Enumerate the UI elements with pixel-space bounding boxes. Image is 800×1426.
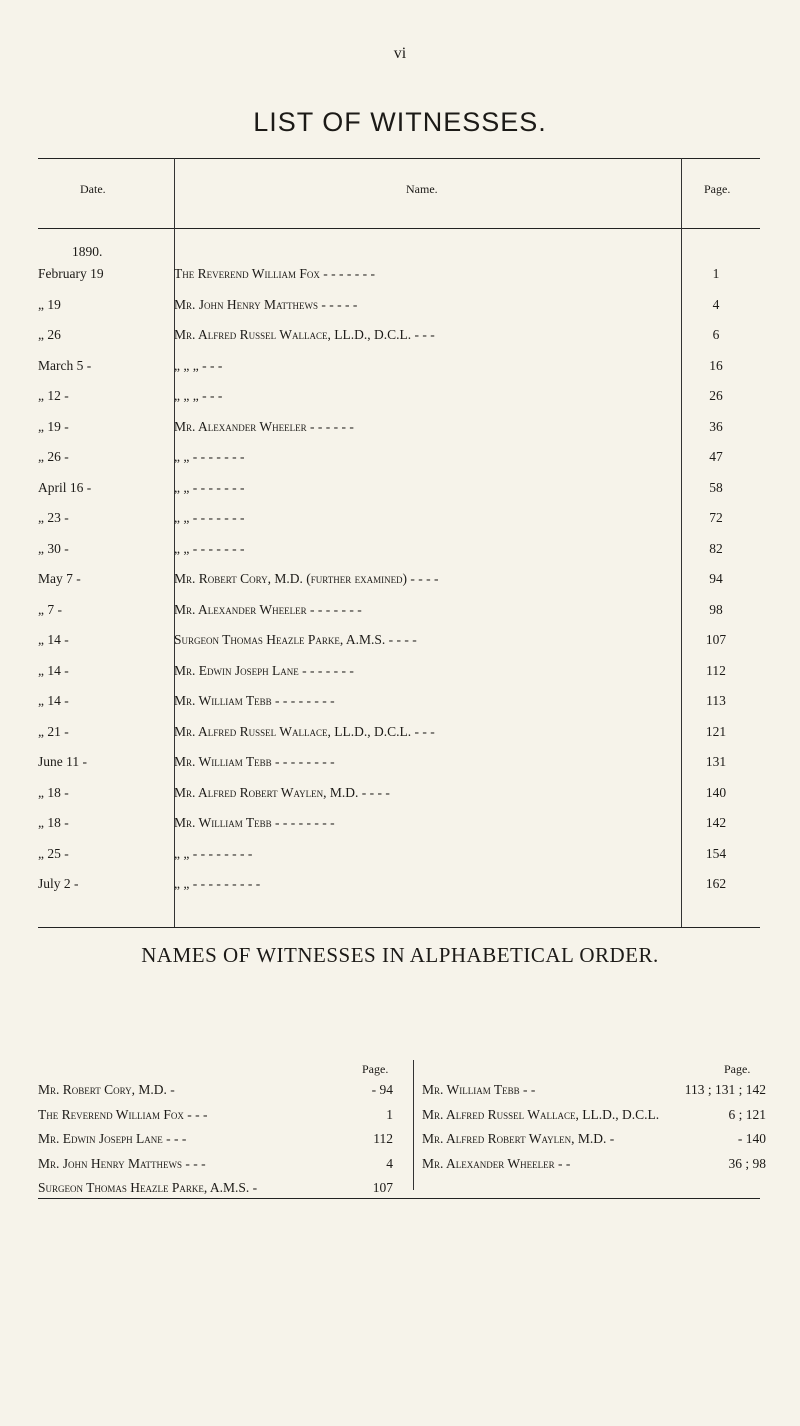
alpha-right-name: Mr. William Tebb - - bbox=[422, 1082, 536, 1097]
table-row bbox=[38, 754, 760, 784]
row-page: 1 bbox=[712, 266, 720, 281]
alpha-left-row bbox=[38, 1082, 393, 1106]
row-date: „ 30 - bbox=[38, 540, 69, 556]
row-name: Mr. William Tebb - - - - - - - - bbox=[174, 815, 335, 830]
row-name: Mr. Robert Cory, M.D. (further examined) - - - - bbox=[174, 571, 439, 586]
table-row bbox=[38, 419, 760, 449]
row-date: „ 21 - bbox=[38, 723, 69, 739]
row-page: 58 bbox=[709, 479, 723, 495]
table-row bbox=[38, 815, 760, 845]
alpha-left-row bbox=[38, 1107, 393, 1131]
alpha-left-name: The Reverend William Fox - - - bbox=[38, 1106, 208, 1122]
row-date: „ 14 - bbox=[38, 693, 69, 708]
row-date: „ 26 - bbox=[38, 449, 69, 464]
row-name: „ „ - - - - - - - bbox=[174, 449, 245, 464]
alpha-left-name: Surgeon Thomas Heazle Parke, A.M.S. - bbox=[38, 1180, 258, 1195]
table-row bbox=[38, 358, 760, 388]
alpha-left-page: 1 bbox=[386, 1106, 393, 1122]
table-row bbox=[38, 693, 760, 723]
alpha-right-page: 113 ; 131 ; 142 bbox=[684, 1082, 766, 1097]
row-date: „ 26 bbox=[38, 327, 61, 342]
row-name: „ „ - - - - - - - bbox=[174, 510, 245, 525]
row-date: July 2 - bbox=[38, 876, 79, 891]
row-date: „ 18 - bbox=[38, 815, 69, 830]
row-date: „ 25 - bbox=[38, 845, 69, 861]
table-header-rule bbox=[38, 228, 760, 229]
alpha-left-page: - 94 bbox=[371, 1082, 393, 1097]
alpha-left-name: Mr. John Henry Matthews - - - bbox=[38, 1155, 206, 1171]
alpha-right-name: Mr. Alfred Russel Wallace, LL.D., D.C.L. bbox=[422, 1106, 660, 1122]
page-number: vi bbox=[393, 45, 407, 62]
row-page: 113 bbox=[706, 693, 726, 708]
table-row bbox=[38, 541, 760, 571]
table-row bbox=[38, 724, 760, 754]
row-name: Mr. Alexander Wheeler - - - - - - bbox=[174, 418, 354, 434]
table-row bbox=[38, 602, 760, 632]
table-row bbox=[38, 388, 760, 418]
row-name: Mr. Alfred Robert Waylen, M.D. - - - - bbox=[174, 784, 390, 800]
table-row bbox=[38, 846, 760, 876]
row-page: 107 bbox=[705, 632, 727, 647]
row-page: 131 bbox=[705, 754, 727, 769]
row-page: 98 bbox=[709, 601, 723, 617]
alpha-right-page-header: Page. bbox=[724, 1062, 751, 1076]
row-date: April 16 - bbox=[38, 479, 92, 495]
row-name: Mr. Alfred Russel Wallace, LL.D., D.C.L. - - - bbox=[174, 723, 435, 739]
row-page: 26 bbox=[709, 388, 723, 403]
alpha-left-page: 4 bbox=[386, 1155, 393, 1171]
alpha-right-name: Mr. Alfred Robert Waylen, M.D. - bbox=[422, 1131, 615, 1146]
row-name: Mr. John Henry Matthews - - - - - bbox=[174, 296, 358, 312]
row-name: Mr. Alexander Wheeler - - - - - - - bbox=[174, 601, 362, 617]
row-page: 4 bbox=[712, 296, 720, 312]
header-page: Page. bbox=[704, 182, 731, 196]
table-row bbox=[38, 876, 760, 906]
row-page: 162 bbox=[705, 876, 727, 891]
table-row bbox=[38, 510, 760, 540]
alpha-right-page: - 140 bbox=[737, 1131, 766, 1146]
row-page: 36 bbox=[709, 418, 723, 434]
row-page: 112 bbox=[706, 662, 726, 678]
alpha-right-row bbox=[422, 1156, 766, 1180]
table-bottom-rule bbox=[38, 927, 760, 928]
row-name: „ „ „ - - - bbox=[174, 357, 223, 373]
alpha-left-page: 112 bbox=[373, 1131, 393, 1146]
row-date: „ 7 - bbox=[38, 601, 62, 617]
table-row bbox=[38, 663, 760, 693]
alpha-left-page-header: Page. bbox=[362, 1062, 389, 1076]
row-page: 154 bbox=[705, 845, 727, 861]
row-name: „ „ „ - - - bbox=[174, 388, 223, 403]
alpha-left-page: 107 bbox=[372, 1180, 393, 1195]
row-page: 140 bbox=[705, 784, 727, 800]
table-row bbox=[38, 785, 760, 815]
row-page: 121 bbox=[705, 723, 727, 739]
row-page: 47 bbox=[709, 449, 723, 464]
year-label: 1890. bbox=[72, 244, 103, 259]
row-date: „ 19 - bbox=[38, 418, 69, 434]
table-row bbox=[38, 571, 760, 601]
table-row bbox=[38, 266, 760, 296]
row-page: 82 bbox=[709, 540, 723, 556]
page-title: LIST OF WITNESSES. bbox=[253, 107, 547, 137]
alpha-right-row bbox=[422, 1107, 766, 1131]
alpha-right-page: 6 ; 121 bbox=[728, 1106, 766, 1122]
row-name: Mr. William Tebb - - - - - - - - bbox=[174, 754, 335, 769]
row-date: February 19 bbox=[38, 266, 104, 281]
row-page: 142 bbox=[705, 815, 727, 830]
alphabetical-title: NAMES OF WITNESSES IN ALPHABETICAL ORDER. bbox=[141, 943, 659, 967]
table-row bbox=[38, 480, 760, 510]
row-date: „ 14 - bbox=[38, 632, 69, 647]
table-row bbox=[38, 449, 760, 479]
alpha-right-row bbox=[422, 1131, 766, 1155]
row-page: 16 bbox=[709, 357, 723, 373]
row-date: „ 19 bbox=[38, 296, 61, 312]
table-row bbox=[38, 632, 760, 662]
alpha-left-row bbox=[38, 1156, 393, 1180]
row-name: Mr. William Tebb - - - - - - - - bbox=[174, 693, 335, 708]
row-name: „ „ - - - - - - - bbox=[174, 540, 245, 556]
row-date: „ 12 - bbox=[38, 388, 69, 403]
alpha-right-name: Mr. Alexander Wheeler - - bbox=[422, 1155, 571, 1171]
row-name: „ „ - - - - - - - - bbox=[174, 845, 253, 861]
row-date: „ 14 - bbox=[38, 662, 69, 678]
row-date: „ 23 - bbox=[38, 510, 69, 525]
row-page: 94 bbox=[709, 571, 723, 586]
row-date: May 7 - bbox=[38, 571, 81, 586]
alpha-left-name: Mr. Edwin Joseph Lane - - - bbox=[38, 1131, 187, 1146]
alpha-left-row bbox=[38, 1180, 393, 1204]
row-page: 6 bbox=[712, 327, 720, 342]
row-date: June 11 - bbox=[38, 754, 87, 769]
row-page: 72 bbox=[709, 510, 723, 525]
alpha-divider bbox=[413, 1060, 414, 1190]
table-row bbox=[38, 327, 760, 357]
alpha-right-page: 36 ; 98 bbox=[728, 1155, 766, 1171]
row-name: Mr. Alfred Russel Wallace, LL.D., D.C.L. - - - bbox=[174, 327, 435, 342]
row-name: Mr. Edwin Joseph Lane - - - - - - - bbox=[174, 662, 354, 678]
row-name: „ „ - - - - - - - - - bbox=[174, 876, 261, 891]
alpha-left-name: Mr. Robert Cory, M.D. - bbox=[38, 1082, 175, 1097]
row-name: The Reverend William Fox - - - - - - - bbox=[174, 266, 375, 281]
row-date: March 5 - bbox=[38, 357, 92, 373]
row-name: „ „ - - - - - - - bbox=[174, 479, 245, 495]
row-name: Surgeon Thomas Heazle Parke, A.M.S. - - - - bbox=[174, 632, 417, 647]
alpha-right-row bbox=[422, 1082, 766, 1106]
header-date: Date. bbox=[80, 182, 106, 196]
table-row bbox=[38, 297, 760, 327]
row-date: „ 18 - bbox=[38, 784, 69, 800]
table-top-rule bbox=[38, 158, 760, 159]
header-name: Name. bbox=[406, 182, 438, 196]
alpha-left-row bbox=[38, 1131, 393, 1155]
